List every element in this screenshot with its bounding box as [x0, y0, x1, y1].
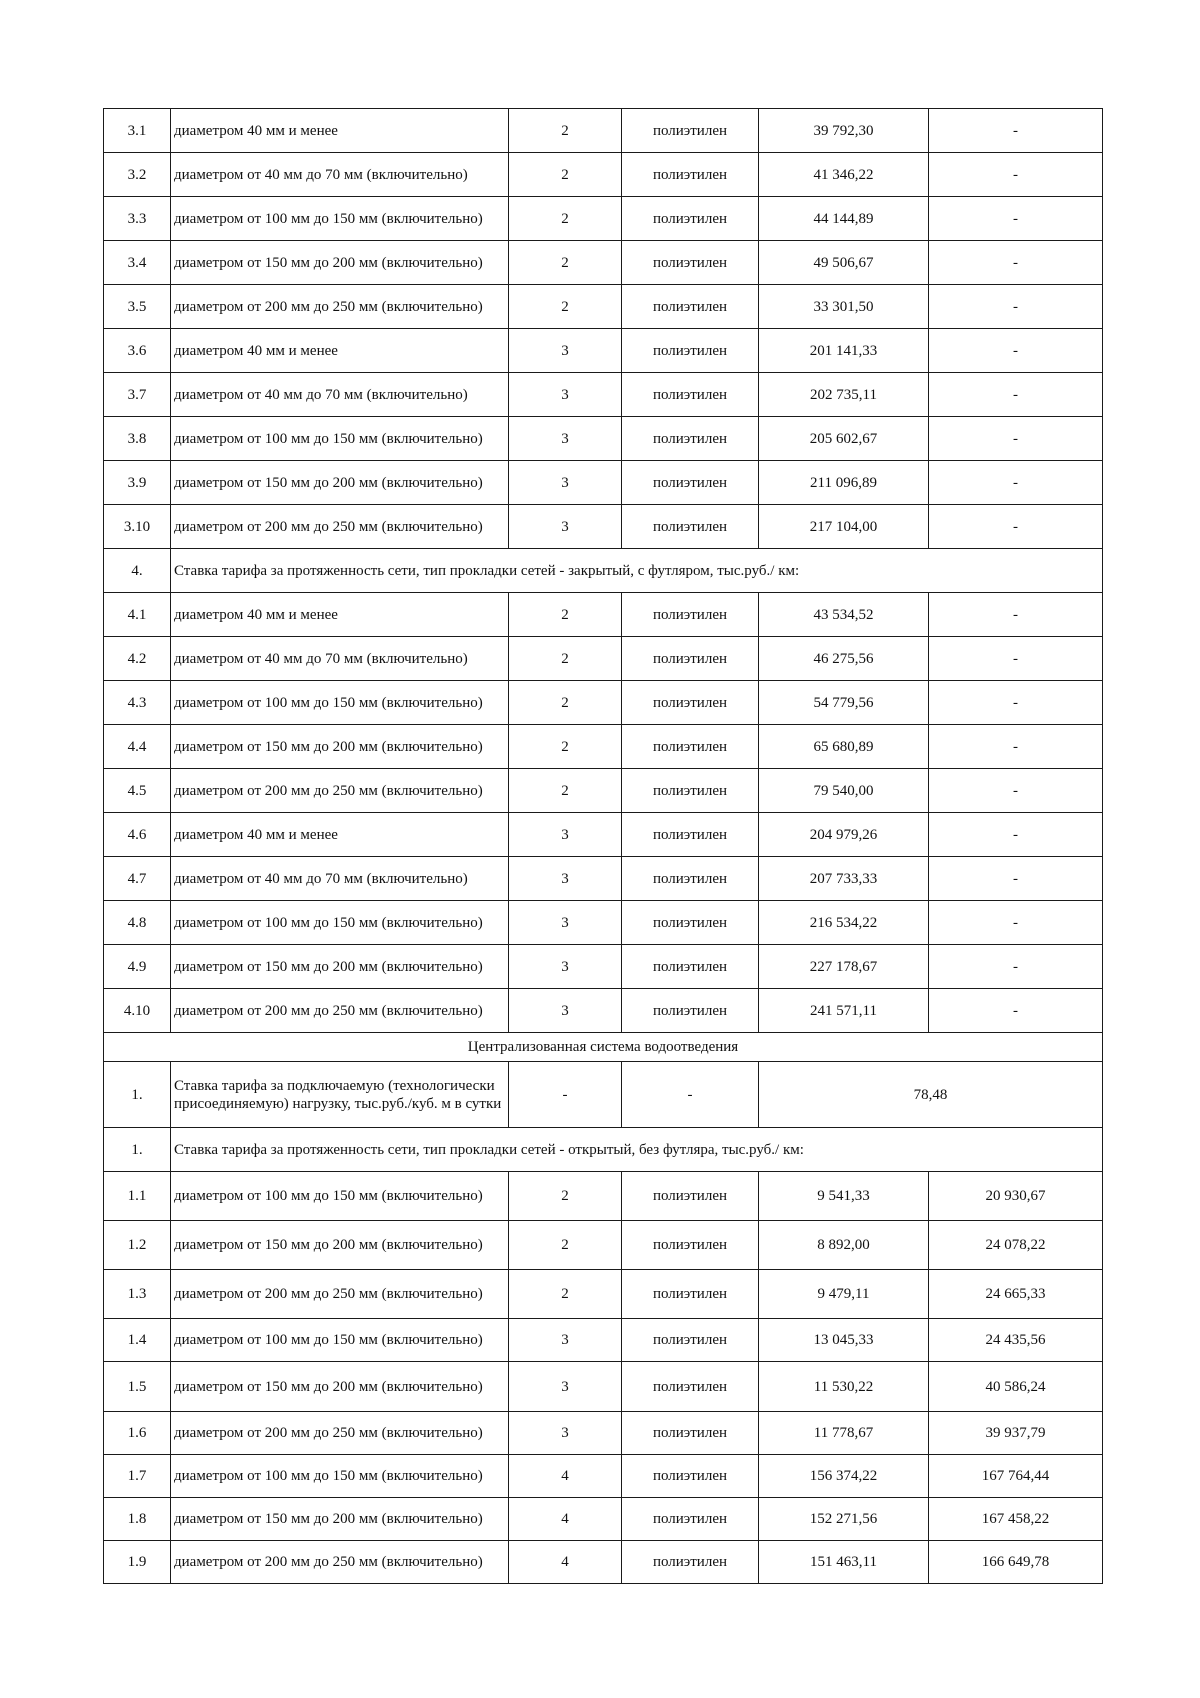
row-description: диаметром от 100 мм до 150 мм (включительно) [171, 197, 509, 241]
row-value-1: 65 680,89 [759, 725, 929, 769]
row-number: 3.7 [104, 373, 171, 417]
row-material: полиэтилен [622, 461, 759, 505]
row-material: полиэтилен [622, 1541, 759, 1584]
row-category: 3 [509, 989, 622, 1033]
row-category: - [509, 1062, 622, 1128]
row-material: полиэтилен [622, 1319, 759, 1362]
row-number: 3.10 [104, 505, 171, 549]
row-material: полиэтилен [622, 153, 759, 197]
row-material: полиэтилен [622, 901, 759, 945]
row-description: диаметром от 100 мм до 150 мм (включительно) [171, 1455, 509, 1498]
row-number: 1.5 [104, 1362, 171, 1412]
row-value-1: 13 045,33 [759, 1319, 929, 1362]
row-material: полиэтилен [622, 725, 759, 769]
row-value-2: - [929, 857, 1103, 901]
row-value-1: 156 374,22 [759, 1455, 929, 1498]
row-category: 2 [509, 197, 622, 241]
row-value-1: 43 534,52 [759, 593, 929, 637]
row-description: диаметром от 150 мм до 200 мм (включительно) [171, 1221, 509, 1270]
row-material: полиэтилен [622, 285, 759, 329]
row-category: 2 [509, 1172, 622, 1221]
row-number: 4.10 [104, 989, 171, 1033]
row-description: диаметром от 150 мм до 200 мм (включительно) [171, 945, 509, 989]
row-description: диаметром от 40 мм до 70 мм (включительно) [171, 153, 509, 197]
row-number: 4. [104, 549, 171, 593]
row-number: 3.9 [104, 461, 171, 505]
row-value-1: 46 275,56 [759, 637, 929, 681]
row-value-2: 167 458,22 [929, 1498, 1103, 1541]
row-value-1: 227 178,67 [759, 945, 929, 989]
row-description: диаметром от 200 мм до 250 мм (включительно) [171, 1541, 509, 1584]
row-material: полиэтилен [622, 329, 759, 373]
row-description: диаметром от 200 мм до 250 мм (включительно) [171, 1412, 509, 1455]
row-description: диаметром от 150 мм до 200 мм (включительно) [171, 461, 509, 505]
row-number: 4.5 [104, 769, 171, 813]
table-row [104, 1221, 1103, 1270]
row-category: 2 [509, 681, 622, 725]
row-material: полиэтилен [622, 197, 759, 241]
row-material: полиэтилен [622, 1455, 759, 1498]
table-row [104, 1319, 1103, 1362]
row-category: 4 [509, 1498, 622, 1541]
row-category: 2 [509, 285, 622, 329]
row-description: диаметром от 100 мм до 150 мм (включительно) [171, 901, 509, 945]
table-row [104, 1362, 1103, 1412]
row-material: полиэтилен [622, 1412, 759, 1455]
row-value-1: 211 096,89 [759, 461, 929, 505]
row-number: 3.2 [104, 153, 171, 197]
row-description: диаметром от 150 мм до 200 мм (включительно) [171, 241, 509, 285]
row-value-2: 24 435,56 [929, 1319, 1103, 1362]
row-category: 3 [509, 461, 622, 505]
section-title: Централизованная система водоотведения [104, 1033, 1103, 1062]
row-number: 1.3 [104, 1270, 171, 1319]
row-number: 3.4 [104, 241, 171, 285]
table-row [104, 505, 1103, 549]
row-material: полиэтилен [622, 769, 759, 813]
row-value-2: - [929, 417, 1103, 461]
section-description: Ставка тарифа за протяженность сети, тип прокладки сетей - закрытый, с футляром, тыс.руб./ км: [171, 549, 1103, 593]
row-value-1: 41 346,22 [759, 153, 929, 197]
row-value-2: 167 764,44 [929, 1455, 1103, 1498]
table-row [104, 637, 1103, 681]
row-category: 2 [509, 153, 622, 197]
row-category: 2 [509, 1221, 622, 1270]
row-value-1: 11 778,67 [759, 1412, 929, 1455]
row-value-1: 49 506,67 [759, 241, 929, 285]
table-row [104, 549, 1103, 593]
row-category: 3 [509, 813, 622, 857]
row-material: полиэтилен [622, 813, 759, 857]
row-description: диаметром от 100 мм до 150 мм (включительно) [171, 681, 509, 725]
row-description: диаметром от 40 мм до 70 мм (включительно) [171, 637, 509, 681]
row-value-2: - [929, 505, 1103, 549]
row-material: полиэтилен [622, 637, 759, 681]
section-description: Ставка тарифа за протяженность сети, тип прокладки сетей - открытый, без футляра, тыс.руб./ км: [171, 1128, 1103, 1172]
table-row [104, 1270, 1103, 1319]
row-value-2: - [929, 197, 1103, 241]
row-category: 3 [509, 945, 622, 989]
table-body [104, 109, 1103, 1584]
row-description: Ставка тарифа за подключаемую (технологически присоединяемую) нагрузку, тыс.руб./куб. м в сутки [171, 1062, 509, 1128]
row-material: полиэтилен [622, 1498, 759, 1541]
row-description: диаметром 40 мм и менее [171, 329, 509, 373]
table-row [104, 109, 1103, 153]
row-value-1: 201 141,33 [759, 329, 929, 373]
row-description: диаметром 40 мм и менее [171, 813, 509, 857]
row-number: 1.8 [104, 1498, 171, 1541]
table-row [104, 1172, 1103, 1221]
row-value-1: 9 479,11 [759, 1270, 929, 1319]
row-description: диаметром от 200 мм до 250 мм (включительно) [171, 1270, 509, 1319]
row-number: 1. [104, 1128, 171, 1172]
row-description: диаметром от 100 мм до 150 мм (включительно) [171, 1319, 509, 1362]
row-category: 3 [509, 1362, 622, 1412]
table-row [104, 813, 1103, 857]
table-row [104, 769, 1103, 813]
row-value-2: - [929, 109, 1103, 153]
row-value-1: 217 104,00 [759, 505, 929, 549]
row-value-2: - [929, 285, 1103, 329]
row-material: полиэтилен [622, 373, 759, 417]
row-number: 4.7 [104, 857, 171, 901]
row-value-1: 33 301,50 [759, 285, 929, 329]
row-value-2: 24 665,33 [929, 1270, 1103, 1319]
table-row [104, 945, 1103, 989]
row-value-1: 9 541,33 [759, 1172, 929, 1221]
table-row [104, 725, 1103, 769]
row-value-1: 204 979,26 [759, 813, 929, 857]
row-rate-value: 78,48 [759, 1062, 1103, 1128]
row-material: полиэтилен [622, 593, 759, 637]
row-description: диаметром от 200 мм до 250 мм (включительно) [171, 769, 509, 813]
row-value-2: 39 937,79 [929, 1412, 1103, 1455]
table-row [104, 1541, 1103, 1584]
row-value-2: - [929, 725, 1103, 769]
row-material: полиэтилен [622, 857, 759, 901]
row-material: полиэтилен [622, 417, 759, 461]
row-category: 2 [509, 1270, 622, 1319]
row-value-2: - [929, 461, 1103, 505]
row-description: диаметром от 100 мм до 150 мм (включительно) [171, 417, 509, 461]
table-row [104, 989, 1103, 1033]
row-value-2: - [929, 901, 1103, 945]
row-value-2: 166 649,78 [929, 1541, 1103, 1584]
table-row [104, 197, 1103, 241]
row-number: 4.9 [104, 945, 171, 989]
row-number: 1. [104, 1062, 171, 1128]
row-description: диаметром 40 мм и менее [171, 109, 509, 153]
row-value-2: - [929, 813, 1103, 857]
row-category: 3 [509, 329, 622, 373]
row-category: 4 [509, 1455, 622, 1498]
row-description: диаметром от 40 мм до 70 мм (включительно) [171, 857, 509, 901]
table-row [104, 417, 1103, 461]
row-material: полиэтилен [622, 989, 759, 1033]
row-value-1: 11 530,22 [759, 1362, 929, 1412]
row-category: 2 [509, 725, 622, 769]
row-number: 1.7 [104, 1455, 171, 1498]
row-description: диаметром от 40 мм до 70 мм (включительно) [171, 373, 509, 417]
row-material: полиэтилен [622, 241, 759, 285]
row-value-1: 79 540,00 [759, 769, 929, 813]
row-number: 3.6 [104, 329, 171, 373]
row-value-2: - [929, 329, 1103, 373]
tariff-table [103, 108, 1103, 1584]
row-description: диаметром от 200 мм до 250 мм (включительно) [171, 285, 509, 329]
row-value-1: 207 733,33 [759, 857, 929, 901]
row-description: диаметром 40 мм и менее [171, 593, 509, 637]
row-number: 1.4 [104, 1319, 171, 1362]
row-number: 3.8 [104, 417, 171, 461]
table-row [104, 153, 1103, 197]
row-category: 3 [509, 1412, 622, 1455]
row-value-1: 151 463,11 [759, 1541, 929, 1584]
table-row [104, 1128, 1103, 1172]
row-value-1: 39 792,30 [759, 109, 929, 153]
table-row [104, 1455, 1103, 1498]
row-value-2: 24 078,22 [929, 1221, 1103, 1270]
row-number: 1.2 [104, 1221, 171, 1270]
row-value-1: 54 779,56 [759, 681, 929, 725]
row-category: 3 [509, 901, 622, 945]
row-value-2: - [929, 989, 1103, 1033]
row-number: 4.2 [104, 637, 171, 681]
row-material: полиэтилен [622, 1172, 759, 1221]
row-material: полиэтилен [622, 681, 759, 725]
row-number: 1.9 [104, 1541, 171, 1584]
row-description: диаметром от 100 мм до 150 мм (включительно) [171, 1172, 509, 1221]
row-material: полиэтилен [622, 1221, 759, 1270]
row-description: диаметром от 200 мм до 250 мм (включительно) [171, 989, 509, 1033]
row-value-1: 241 571,11 [759, 989, 929, 1033]
table-row [104, 461, 1103, 505]
row-number: 1.6 [104, 1412, 171, 1455]
row-number: 1.1 [104, 1172, 171, 1221]
row-value-2: - [929, 241, 1103, 285]
table-row [104, 1033, 1103, 1062]
table-row [104, 1412, 1103, 1455]
row-number: 4.4 [104, 725, 171, 769]
row-value-2: - [929, 945, 1103, 989]
row-value-2: 20 930,67 [929, 1172, 1103, 1221]
row-category: 2 [509, 637, 622, 681]
row-value-1: 44 144,89 [759, 197, 929, 241]
table-row [104, 857, 1103, 901]
row-value-1: 152 271,56 [759, 1498, 929, 1541]
row-value-1: 205 602,67 [759, 417, 929, 461]
row-value-2: 40 586,24 [929, 1362, 1103, 1412]
row-description: диаметром от 150 мм до 200 мм (включительно) [171, 725, 509, 769]
row-number: 4.8 [104, 901, 171, 945]
table-row [104, 681, 1103, 725]
row-category: 3 [509, 505, 622, 549]
row-material: полиэтилен [622, 1362, 759, 1412]
row-number: 4.3 [104, 681, 171, 725]
row-value-1: 8 892,00 [759, 1221, 929, 1270]
row-material: полиэтилен [622, 109, 759, 153]
row-material: полиэтилен [622, 1270, 759, 1319]
table-row [104, 285, 1103, 329]
table-row [104, 329, 1103, 373]
row-category: 3 [509, 1319, 622, 1362]
row-number: 3.5 [104, 285, 171, 329]
row-number: 3.3 [104, 197, 171, 241]
row-value-1: 202 735,11 [759, 373, 929, 417]
row-material: полиэтилен [622, 945, 759, 989]
row-value-2: - [929, 681, 1103, 725]
row-category: 2 [509, 593, 622, 637]
row-category: 3 [509, 857, 622, 901]
row-category: 4 [509, 1541, 622, 1584]
row-category: 2 [509, 109, 622, 153]
row-number: 4.1 [104, 593, 171, 637]
row-value-2: - [929, 373, 1103, 417]
row-material: - [622, 1062, 759, 1128]
row-value-2: - [929, 769, 1103, 813]
row-value-2: - [929, 637, 1103, 681]
table-row [104, 373, 1103, 417]
row-category: 3 [509, 373, 622, 417]
table-row [104, 1498, 1103, 1541]
table-row [104, 593, 1103, 637]
row-value-1: 216 534,22 [759, 901, 929, 945]
row-number: 3.1 [104, 109, 171, 153]
row-value-2: - [929, 593, 1103, 637]
row-description: диаметром от 200 мм до 250 мм (включительно) [171, 505, 509, 549]
row-category: 3 [509, 417, 622, 461]
row-value-2: - [929, 153, 1103, 197]
row-material: полиэтилен [622, 505, 759, 549]
table-row [104, 901, 1103, 945]
row-category: 2 [509, 241, 622, 285]
row-category: 2 [509, 769, 622, 813]
table-row [104, 241, 1103, 285]
row-number: 4.6 [104, 813, 171, 857]
table-row [104, 1062, 1103, 1128]
row-description: диаметром от 150 мм до 200 мм (включительно) [171, 1498, 509, 1541]
row-description: диаметром от 150 мм до 200 мм (включительно) [171, 1362, 509, 1412]
